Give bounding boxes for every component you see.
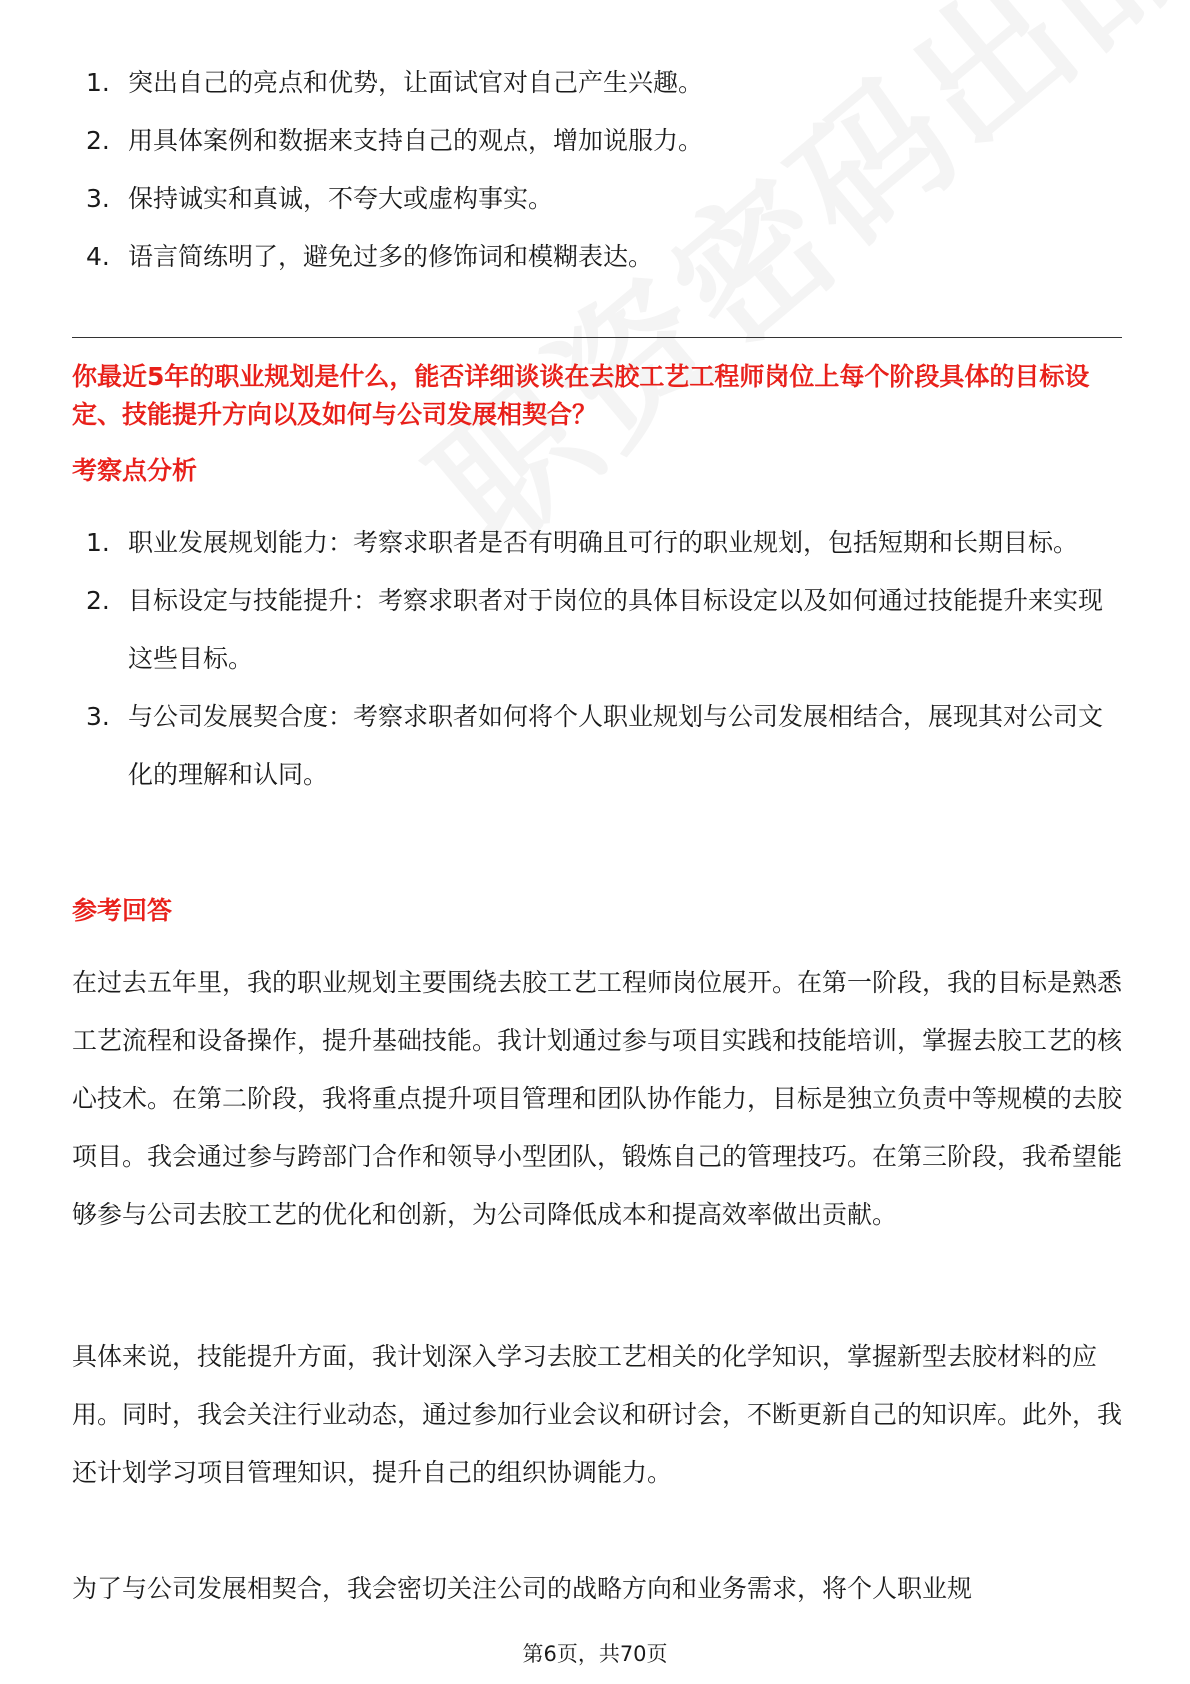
answer-paragraph: 在过去五年里，我的职业规划主要围绕去胶工艺工程师岗位展开。在第一阶段，我的目标是熟悉工艺流程和设备操作，提升基础技能。我计划通过参与项目实践和技能培训，掌握去胶工艺的核心技术。在第二阶段，我将重点提升项目管理和团队协作能力，目标是独立负责中等规模的去胶项目。我会通过参与跨部门合作和领导小型团队，锻炼自己的管理技巧。在第三阶段，我希望能够参与公司去胶工艺的优化和创新，为公司降低成本和提高效率做出贡献。 <box>72 968 1123 1229</box>
list-item-text: 保持诚实和真诚，不夸大或虚构事实。 <box>128 184 554 213</box>
list-item-number: 3. <box>86 184 110 213</box>
answer-paragraph: 为了与公司发展相契合，我会密切关注公司的战略方向和业务需求，将个人职业规 <box>72 1574 973 1603</box>
list-item <box>72 54 703 112</box>
list-item <box>72 170 703 228</box>
list-item <box>72 572 1122 688</box>
page-number-footer: 第6页，共70页 <box>522 1642 668 1666</box>
answer-heading: 参考回答 <box>72 896 173 925</box>
analysis-heading: 考察点分析 <box>72 456 198 485</box>
analysis-list <box>72 514 1122 804</box>
interview-question: 你最近5年的职业规划是什么，能否详细谈谈在去胶工艺工程师岗位上每个阶段具体的目标设定、技能提升方向以及如何与公司发展相契合？ <box>72 362 1090 429</box>
list-item-number: 1. <box>86 528 110 557</box>
list-item-text: 语言简练明了，避免过多的修饰词和模糊表达。 <box>128 242 654 271</box>
list-item-number: 3. <box>86 702 110 731</box>
list-item-text: 与公司发展契合度：考察求职者如何将个人职业规划与公司发展相结合，展现其对公司文化的理解和认同。 <box>128 702 1104 789</box>
list-item-number: 2. <box>86 586 110 615</box>
list-item <box>72 112 703 170</box>
list-item <box>72 688 1122 804</box>
list-item-number: 4. <box>86 242 110 271</box>
list-item <box>72 228 703 286</box>
answer-paragraph: 具体来说，技能提升方面，我计划深入学习去胶工艺相关的化学知识，掌握新型去胶材料的应用。同时，我会关注行业动态，通过参加行业会议和研讨会，不断更新自己的知识库。此外，我还计划学习项目管理知识，提升自己的组织协调能力。 <box>72 1342 1123 1487</box>
list-item-number: 2. <box>86 126 110 155</box>
section-divider <box>72 337 1122 338</box>
tips-list <box>72 54 703 286</box>
list-item-text: 职业发展规划能力：考察求职者是否有明确且可行的职业规划，包括短期和长期目标。 <box>128 528 1079 557</box>
list-item-text: 用具体案例和数据来支持自己的观点，增加说服力。 <box>128 126 704 155</box>
list-item-text: 目标设定与技能提升：考察求职者对于岗位的具体目标设定以及如何通过技能提升来实现这些目标。 <box>128 586 1104 673</box>
list-item-text: 突出自己的亮点和优势，让面试官对自己产生兴趣。 <box>128 68 704 97</box>
list-item <box>72 514 1122 572</box>
list-item-number: 1. <box>86 68 110 97</box>
